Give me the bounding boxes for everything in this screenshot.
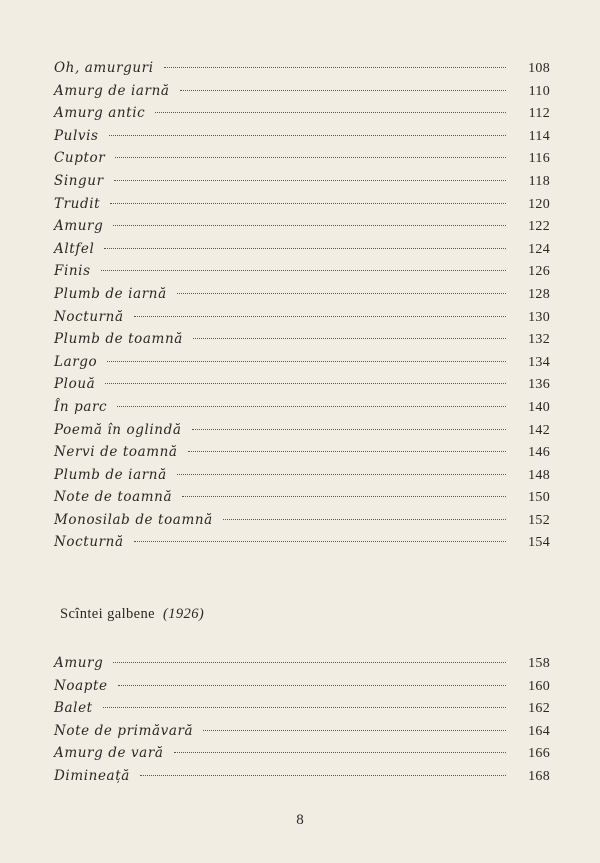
toc-entry-page: 112 bbox=[528, 106, 550, 122]
toc-entry-title: Amurg bbox=[54, 655, 104, 671]
toc-entry-title: Nocturnă bbox=[54, 308, 124, 325]
toc-entry bbox=[54, 720, 550, 743]
toc-list-part-1 bbox=[54, 57, 550, 554]
dot-leader bbox=[180, 90, 506, 91]
toc-entry-title: Note de primăvară bbox=[54, 722, 194, 739]
toc-entry bbox=[54, 306, 550, 329]
toc-entry bbox=[54, 147, 550, 170]
toc-entry bbox=[54, 742, 550, 765]
toc-entry bbox=[54, 419, 550, 442]
dot-leader bbox=[107, 361, 506, 362]
toc-entry bbox=[54, 652, 550, 675]
toc-entry-title: Monosilab de toamnă bbox=[54, 511, 213, 528]
dot-leader bbox=[103, 707, 506, 708]
toc-entry-title: Balet bbox=[54, 700, 93, 717]
toc-entry bbox=[54, 486, 550, 509]
toc-entry bbox=[54, 238, 550, 261]
toc-entry bbox=[54, 215, 550, 238]
toc-entry-title: Noapte bbox=[54, 677, 108, 694]
toc-entry bbox=[54, 351, 550, 374]
toc-entry-title: Plouă bbox=[54, 376, 96, 393]
dot-leader bbox=[104, 248, 506, 249]
toc-entry-page: 124 bbox=[528, 241, 550, 257]
toc-entry-title: Finis bbox=[54, 263, 91, 280]
dot-leader bbox=[109, 135, 506, 136]
toc-entry-page: 150 bbox=[528, 490, 550, 506]
toc-entry bbox=[54, 125, 550, 148]
toc-entry bbox=[54, 260, 550, 283]
toc-entry bbox=[54, 509, 550, 532]
dot-leader bbox=[105, 383, 506, 384]
dot-leader bbox=[134, 316, 506, 317]
toc-entry-page: 126 bbox=[528, 264, 550, 280]
dot-leader bbox=[113, 225, 506, 226]
section-heading bbox=[60, 606, 204, 623]
toc-entry bbox=[54, 57, 550, 80]
toc-entry bbox=[54, 80, 550, 103]
toc-entry bbox=[54, 193, 550, 216]
dot-leader bbox=[117, 406, 506, 407]
page-number: 8 bbox=[296, 812, 304, 828]
toc-entry-page: 164 bbox=[528, 723, 550, 739]
toc-entry bbox=[54, 102, 550, 125]
toc-entry-page: 136 bbox=[528, 377, 550, 393]
toc-entry-page: 122 bbox=[528, 219, 550, 235]
dot-leader bbox=[115, 157, 506, 158]
dot-leader bbox=[223, 519, 506, 520]
dot-leader bbox=[164, 67, 506, 68]
toc-entry-page: 148 bbox=[528, 467, 550, 483]
toc-entry-title: Plumb de iarnă bbox=[54, 466, 167, 483]
toc-entry-page: 118 bbox=[528, 173, 550, 189]
toc-entry-page: 108 bbox=[528, 61, 550, 76]
toc-entry-page: 132 bbox=[528, 332, 550, 348]
toc-entry bbox=[54, 464, 550, 487]
toc-entry bbox=[54, 765, 550, 788]
toc-entry bbox=[54, 675, 550, 698]
toc-entry-page: 168 bbox=[528, 768, 550, 784]
toc-entry bbox=[54, 531, 550, 554]
dot-leader bbox=[110, 203, 506, 204]
toc-entry-page: 110 bbox=[528, 83, 550, 99]
toc-entry-title: Trudit bbox=[54, 195, 101, 212]
toc-entry-title: Amurg de vară bbox=[54, 745, 164, 762]
toc-entry bbox=[54, 283, 550, 306]
dot-leader bbox=[140, 775, 506, 776]
toc-entry-page: 158 bbox=[528, 656, 550, 671]
dot-leader bbox=[134, 541, 506, 542]
toc-entry-page: 114 bbox=[528, 128, 550, 144]
dot-leader bbox=[188, 451, 506, 452]
toc-entry-page: 146 bbox=[528, 445, 550, 461]
toc-entry bbox=[54, 170, 550, 193]
toc-entry-title: Nocturnă bbox=[54, 534, 124, 551]
section-year: (1926) bbox=[163, 606, 205, 622]
toc-entry-title: Nervi de toamnă bbox=[54, 444, 178, 461]
dot-leader bbox=[182, 496, 506, 497]
dot-leader bbox=[192, 429, 507, 430]
toc-entry bbox=[54, 328, 550, 351]
toc-entry-title: Plumb de toamnă bbox=[54, 331, 183, 348]
toc-entry bbox=[54, 396, 550, 419]
toc-entry-title: Largo bbox=[54, 353, 98, 370]
dot-leader bbox=[177, 293, 506, 294]
toc-entry-title: Cuptor bbox=[54, 150, 106, 167]
dot-leader bbox=[114, 180, 506, 181]
toc-entry-title: Singur bbox=[54, 172, 104, 189]
toc-entry-title: Amurg bbox=[54, 218, 104, 235]
toc-entry-page: 160 bbox=[528, 678, 550, 694]
toc-entry bbox=[54, 441, 550, 464]
toc-entry-page: 154 bbox=[528, 535, 550, 551]
dot-leader bbox=[113, 662, 506, 663]
toc-entry-title: Amurg antic bbox=[54, 105, 146, 122]
toc-entry bbox=[54, 373, 550, 396]
toc-entry-title: Note de toamnă bbox=[54, 489, 173, 506]
toc-entry-title: Amurg de iarnă bbox=[54, 82, 170, 99]
toc-entry-page: 120 bbox=[528, 196, 550, 212]
toc-entry-title: Dimineață bbox=[54, 767, 130, 784]
toc-entry-page: 128 bbox=[528, 286, 550, 302]
toc-entry-title: Plumb de iarnă bbox=[54, 285, 167, 302]
section-title: Scîntei galbene bbox=[60, 606, 155, 622]
toc-entry-page: 130 bbox=[528, 309, 550, 325]
toc-entry-title: Altfel bbox=[54, 240, 95, 257]
toc-entry-page: 134 bbox=[528, 354, 550, 370]
dot-leader bbox=[118, 685, 506, 686]
toc-entry-page: 162 bbox=[528, 701, 550, 717]
toc-entry-page: 152 bbox=[528, 512, 550, 528]
toc-entry-page: 116 bbox=[528, 151, 550, 167]
dot-leader bbox=[155, 112, 506, 113]
toc-entry-page: 142 bbox=[528, 422, 550, 438]
dot-leader bbox=[177, 474, 506, 475]
dot-leader bbox=[174, 752, 506, 753]
toc-entry-page: 140 bbox=[528, 399, 550, 415]
dot-leader bbox=[101, 270, 506, 271]
toc-entry-title: Poemă în oglindă bbox=[54, 421, 182, 438]
dot-leader bbox=[193, 338, 506, 339]
toc-entry bbox=[54, 697, 550, 720]
toc-list-part-2 bbox=[54, 652, 550, 788]
dot-leader bbox=[203, 730, 506, 731]
toc-entry-title: Oh, amurguri bbox=[54, 60, 154, 76]
toc-entry-page: 166 bbox=[528, 746, 550, 762]
toc-entry-title: Pulvis bbox=[54, 127, 99, 144]
toc-entry-title: În parc bbox=[54, 398, 108, 415]
